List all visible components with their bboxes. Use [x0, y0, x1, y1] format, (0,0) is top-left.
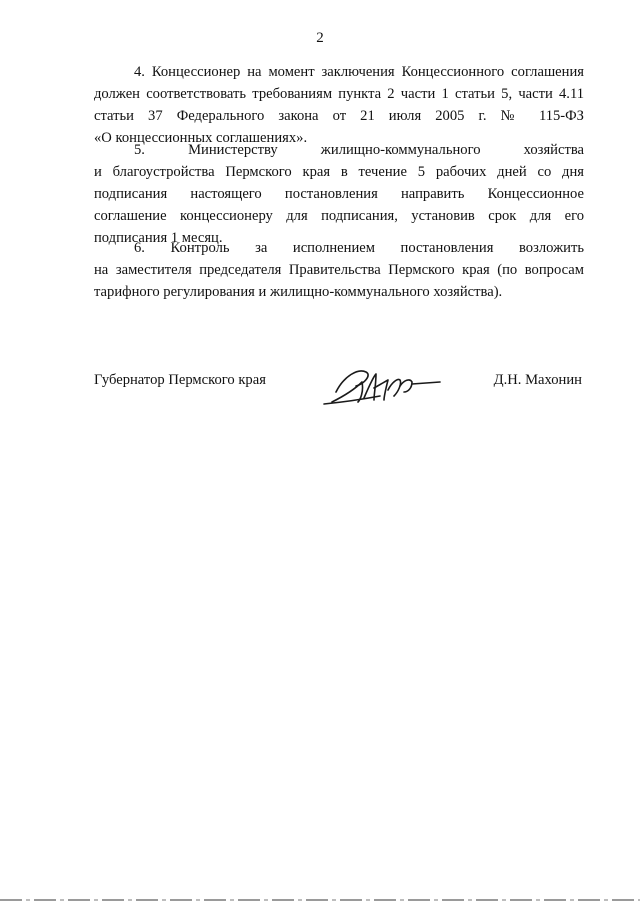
paragraph-line: тарифного регулирования и жилищно-коммунального хозяйства). — [94, 284, 503, 300]
paragraph-line: должен соответствовать требованиям пункта 2 части 1 статьи 5, части 4.11 — [94, 86, 584, 102]
paragraph-line: на заместителя председателя Правительства Пермского края (по вопросам — [94, 262, 584, 278]
paragraph-line: 6. Контроль за исполнением постановления возложить — [134, 240, 584, 256]
paragraph-4 — [94, 61, 584, 149]
paragraph-line: «О концессионных соглашениях». — [94, 130, 308, 146]
paragraph-line: и благоустройства Пермского края в течение 5 рабочих дней со дня — [94, 164, 584, 180]
signatory-name: Д.Н. Махонин — [493, 372, 582, 388]
signature-block — [94, 368, 584, 408]
paragraph-6 — [94, 237, 584, 303]
paragraph-line: 5. Министерству жилищно-коммунального хозяйства — [134, 142, 584, 158]
paragraph-line: 4. Концессионер на момент заключения Концессионного соглашения — [134, 64, 584, 80]
signatory-position: Губернатор Пермского края — [94, 372, 266, 388]
handwritten-signature — [314, 362, 444, 410]
paragraph-5 — [94, 139, 584, 249]
page-bottom-edge — [0, 899, 640, 901]
paragraph-line: подписания настоящего постановления направить Концессионное — [94, 186, 584, 202]
paragraph-line: статьи 37 Федерального закона от 21 июля 2005 г. № 115-ФЗ — [94, 108, 584, 124]
page-number: 2 — [316, 30, 324, 46]
paragraph-line: подписания 1 месяц. — [94, 230, 223, 246]
paragraph-line: соглашение концессионеру для подписания, установив срок для его — [94, 208, 584, 224]
